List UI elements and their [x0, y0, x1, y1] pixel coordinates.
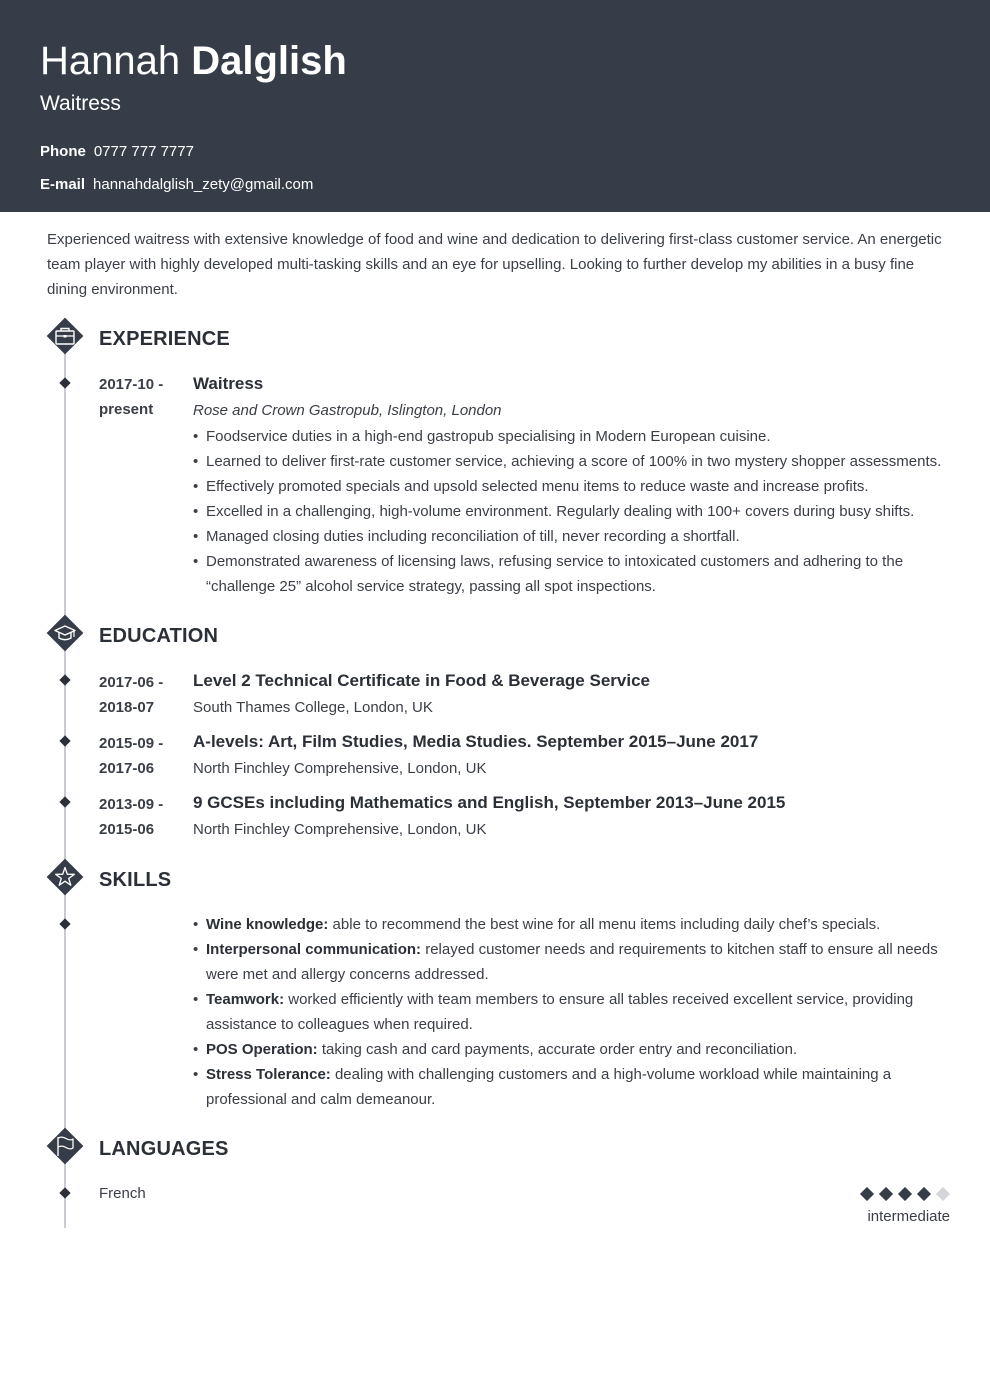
- list-item: [193, 987, 950, 1037]
- rating-diamond-empty: [936, 1187, 950, 1201]
- contact-phone: [40, 142, 194, 162]
- timeline-marker: [59, 918, 71, 930]
- skill-name: Wine knowledge:: [206, 916, 329, 933]
- list-item: • Foodservice duties in a high-end gastropub specialising in Modern European cuisine.: [193, 424, 950, 449]
- star-icon: [44, 856, 86, 898]
- education-school: North Finchley Comprehensive, London, UK: [193, 821, 487, 838]
- contact-value: 0777 777 7777: [93, 143, 194, 160]
- rating-diamond-filled: [917, 1187, 931, 1201]
- experience-date: [99, 372, 189, 422]
- list-item: • Excelled in a challenging, high-volume environment. Regularly dealing with 100+ covers during busy shifts.: [193, 499, 950, 524]
- resume-header: [0, 0, 990, 212]
- skill-description: dealing with challenging customers and a high-volume workload while maintaining a professional and calm demeanour.: [206, 1066, 892, 1108]
- education-title: Level 2 Technical Certificate in Food & Beverage Service: [193, 671, 650, 690]
- list-item: [193, 937, 950, 987]
- timeline-marker: [59, 796, 71, 808]
- date-from: 2017-10 -: [99, 376, 164, 393]
- skill-name: Interpersonal communication:: [206, 941, 422, 958]
- language-name: French: [99, 1185, 146, 1202]
- experience-duties: [193, 424, 950, 599]
- skill-description: worked efficiently with team members to ensure all tables received excellent service, providing assistance to colleagues when required.: [206, 991, 914, 1033]
- skill-name: Stress Tolerance:: [206, 1066, 331, 1083]
- education-date: [99, 731, 189, 781]
- skill-name: POS Operation:: [206, 1041, 318, 1058]
- section-title-education: EDUCATION: [99, 625, 219, 647]
- education-date: [99, 792, 189, 842]
- flag-icon: [44, 1125, 86, 1167]
- section-title-experience: EXPERIENCE: [99, 328, 230, 350]
- date-from: 2015-09 -: [99, 735, 164, 752]
- timeline-line: [64, 348, 66, 1228]
- candidate-name: [40, 38, 347, 84]
- profile-summary: Experienced waitress with extensive knowledge of food and wine and dedication to delivering first-class customer service. An energetic team player with highly developed multi-tasking skills and an eye for upselling. Looking to further develop my abilities in a busy fine dining environment.: [47, 231, 942, 298]
- date-to: 2018-07: [99, 699, 155, 716]
- job-title: Waitress: [40, 92, 121, 115]
- education-school: South Thames College, London, UK: [193, 699, 433, 716]
- section-title-skills: SKILLS: [99, 869, 172, 891]
- list-item: • Managed closing duties including reconciliation of till, never recording a shortfall.: [193, 524, 950, 549]
- first-name: Hannah: [40, 39, 181, 83]
- date-to: present: [99, 401, 154, 418]
- education-title: A-levels: Art, Film Studies, Media Studies. September 2015–June 2017: [193, 732, 759, 751]
- date-to: 2015-06: [99, 821, 155, 838]
- list-item: • Effectively promoted specials and upsold selected menu items to reduce waste and increase profits.: [193, 474, 950, 499]
- list-item: [193, 1037, 950, 1062]
- list-item: [193, 1062, 950, 1112]
- skill-description: taking cash and card payments, accurate order entry and reconciliation.: [321, 1041, 798, 1058]
- contact-label: E-mail: [40, 176, 86, 193]
- rating-diamond-filled: [860, 1187, 874, 1201]
- experience-title: Waitress: [193, 374, 264, 393]
- rating-diamond-filled: [879, 1187, 893, 1201]
- rating-diamond-filled: [898, 1187, 912, 1201]
- skill-name: Teamwork:: [206, 991, 285, 1008]
- timeline-marker: [59, 674, 71, 686]
- date-from: 2013-09 -: [99, 796, 164, 813]
- contact-email: [40, 175, 313, 195]
- education-date: [99, 670, 189, 720]
- timeline-marker: [59, 735, 71, 747]
- skill-description: able to recommend the best wine for all menu items including daily chef’s specials.: [332, 916, 881, 933]
- date-to: 2017-06: [99, 760, 155, 777]
- section-title-languages: LANGUAGES: [99, 1138, 229, 1160]
- list-item: • Learned to deliver first-rate customer service, achieving a score of 100% in two mystery shopper assessments.: [193, 449, 950, 474]
- briefcase-icon: [44, 315, 86, 357]
- timeline-marker: [59, 377, 71, 389]
- contact-label: Phone: [40, 143, 86, 160]
- list-item: • Demonstrated awareness of licensing laws, refusing service to intoxicated customers and adhering to the “challenge 25” alcohol service strategy, passing all spot inspections.: [193, 549, 950, 599]
- contact-value: hannahdalglish_zety@gmail.com: [93, 176, 314, 193]
- date-from: 2017-06 -: [99, 674, 164, 691]
- timeline-marker: [59, 1187, 71, 1199]
- experience-employer: Rose and Crown Gastropub, Islington, London: [193, 402, 502, 419]
- last-name: Dalglish: [191, 39, 347, 83]
- skills-list: [193, 912, 950, 1112]
- list-item: [193, 912, 950, 937]
- language-level: intermediate: [867, 1208, 950, 1225]
- education-title: 9 GCSEs including Mathematics and English, September 2013–June 2015: [193, 793, 786, 812]
- skill-description: relayed customer needs and requirements to kitchen staff to ensure all needs were met and allergy concerns addressed.: [206, 941, 938, 983]
- language-rating: [858, 1187, 954, 1201]
- education-school: North Finchley Comprehensive, London, UK: [193, 760, 487, 777]
- graduation-cap-icon: [44, 612, 86, 654]
